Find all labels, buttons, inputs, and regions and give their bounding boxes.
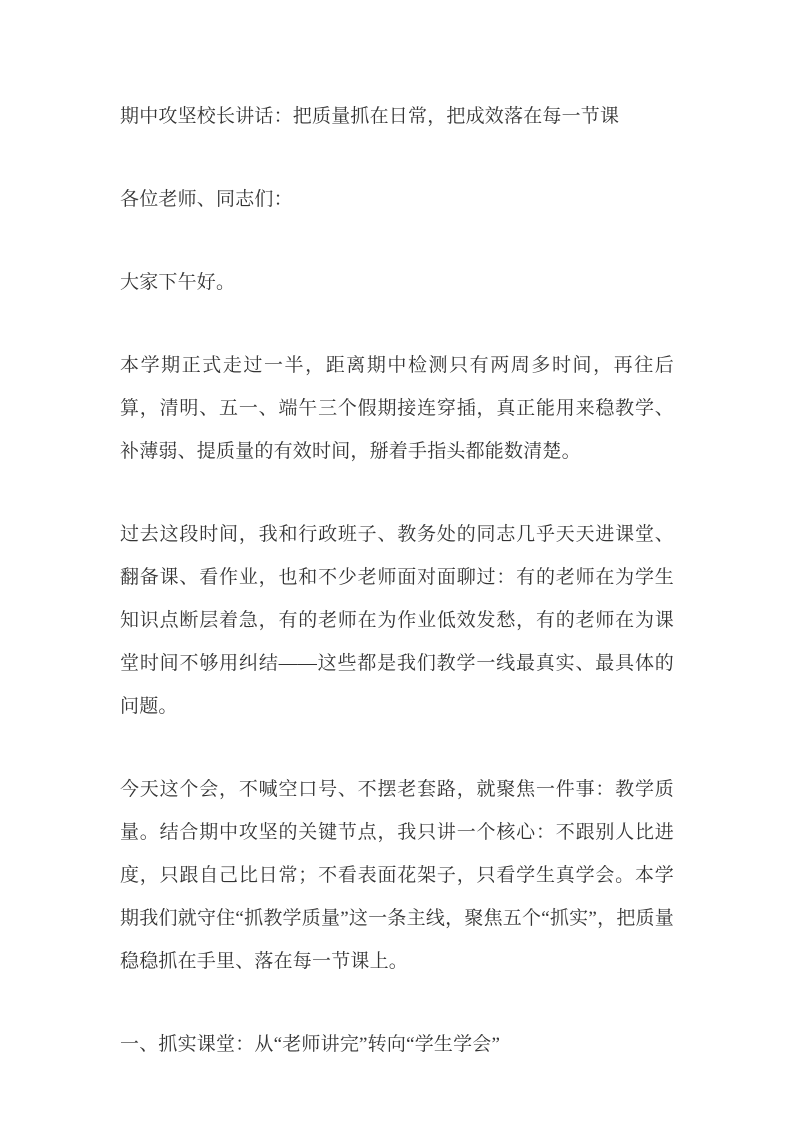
greeting-line: 大家下午好。 <box>120 272 236 293</box>
document-title: 期中攻坚校长讲话：把质量抓在日常，把成效落在每一节课 <box>120 106 620 127</box>
salutation-line: 各位老师、同志们： <box>120 189 293 210</box>
paragraph-semester-schedule: 本学期正式走过一半，距离期中检测只有两周多时间，再往后算，清明、五一、端午三个假期接连穿插，真正能用来稳教学、补薄弱、提质量的有效时间，掰着手指头都能数清楚。 <box>120 355 674 462</box>
paragraph-classroom-observations: 过去这段时间，我和行政班子、教务处的同志几乎天天进课堂、翻备课、看作业，也和不少老师面对面聊过：有的老师在为学生知识点断层着急，有的老师在为作业低效发愁，有的老师在为课堂时间不够用纠结——这些都是我们教学一线最真实、最具体的问题。 <box>120 524 674 717</box>
section-one-heading: 一、抓实课堂：从“老师讲完”转向“学生学会” <box>120 1034 501 1055</box>
paragraph-meeting-focus: 今天这个会，不喊空口号、不摆老套路，就聚焦一件事：教学质量。结合期中攻坚的关键节点，我只讲一个核心：不跟别人比进度，只跟自己比日常；不看表面花架子，只看学生真学会。本学期我们就守住“抓教学质量”这一条主线，聚焦五个“抓实”，把质量稳稳抓在手里、落在每一节课上。 <box>120 779 674 972</box>
